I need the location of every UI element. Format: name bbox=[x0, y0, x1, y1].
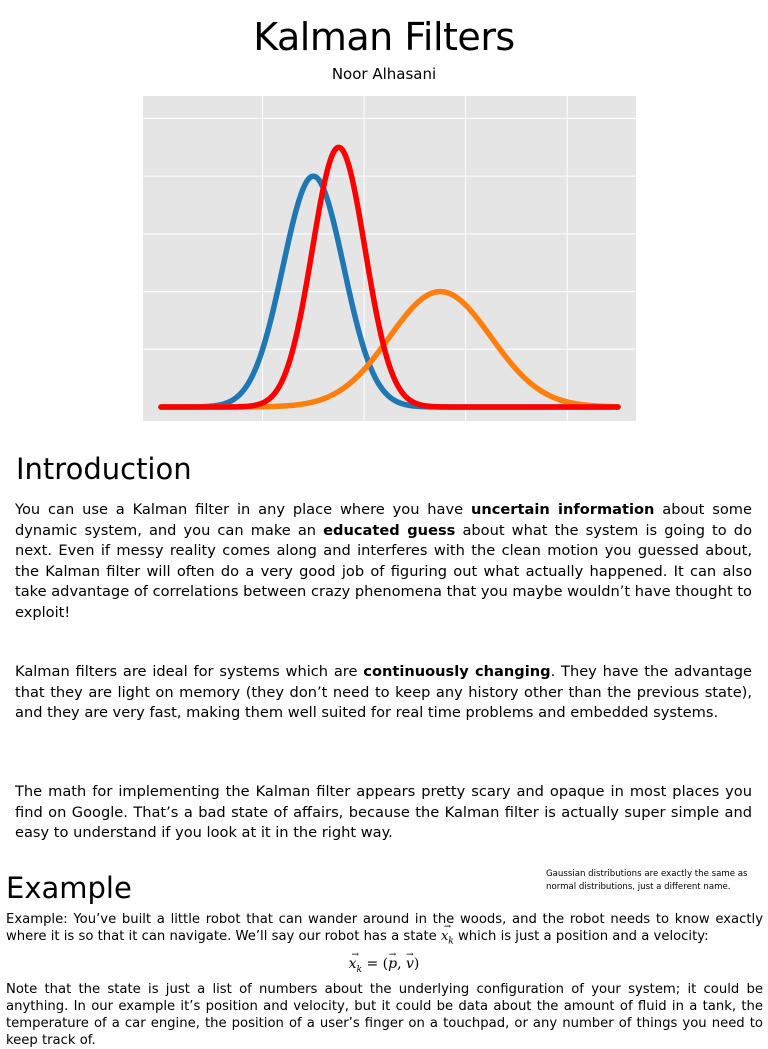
example-paragraph-2: Note that the state is just a list of numbers about the underlying configuration of your system; it could be anything. In our example it’s position and velocity, but it could be data about the amount of fluid in a tank, the temperature of a car engine, the position of a user’s finger on a touchpad, or any number of things you need to keep track of. bbox=[6, 982, 763, 1048]
state-equation: → $x_k$ = (→ p, → v) bbox=[0, 954, 768, 980]
gaussian-chart bbox=[143, 96, 636, 421]
intro-paragraph-3: The math for implementing the Kalman filter appears pretty scary and opaque in most places you find on Google. That’s a bad state of affairs, because the Kalman filter is actually super simple and easy to understand if you look at it in the right way. bbox=[15, 783, 752, 841]
example-paragraph-1: Example: You’ve built a little robot that can wander around in the woods, and the robot needs to know exactly where it is so that it can navigate. We’ll say our robot has a state → $x_k$ which is just a position and a velocity: bbox=[6, 911, 763, 951]
emphasis-educated-guess: educated guess bbox=[323, 521, 456, 539]
example-heading: Example bbox=[6, 871, 132, 905]
introduction-heading: Introduction bbox=[16, 452, 192, 486]
emphasis-uncertain-information: uncertain information bbox=[470, 501, 655, 518]
intro-paragraph-1: You can use a Kalman filter in any place where you have uncertain information about some dynamic system, and you can make an educated guess about what the system is going to do next. Even if messy reality comes along and interferes with the clean motion you guessed about, the Kalman filter will often do a very good job of figuring out what actually happened. It can also take advantage of correlations between crazy phenomena that you maybe wouldn’t have thought to exploit! bbox=[15, 501, 752, 621]
emphasis-continuously-changing: continuously changing bbox=[363, 663, 551, 680]
state-symbol: → $x_k$ bbox=[441, 929, 454, 944]
author-name: Noor Alhasani bbox=[331, 65, 437, 83]
gaussian-side-note: Gaussian distributions are exactly the same as normal distributions, just a different name. bbox=[546, 869, 748, 892]
intro-paragraph-2: Kalman filters are ideal for systems which are continuously changing. They have the advantage that they are light on memory (they don’t need to keep any history other than the previous state), and they are very fast, making them well suited for real time problems and embedded systems. bbox=[15, 663, 752, 721]
document-title: Kalman Filters bbox=[253, 15, 515, 59]
